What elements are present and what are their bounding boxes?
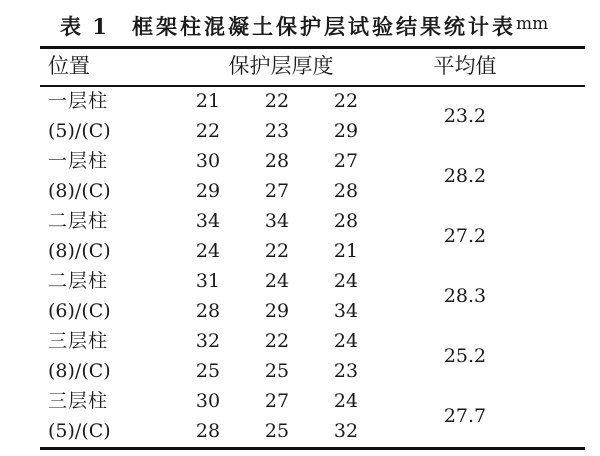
thickness-value: 29 xyxy=(264,300,290,322)
thickness-value: 27 xyxy=(264,180,290,202)
thickness-value: 24 xyxy=(333,390,359,412)
table-number: 表 1 xyxy=(60,14,109,39)
thickness-value: 23 xyxy=(333,360,359,382)
thickness-value: 32 xyxy=(333,420,359,442)
floor-label: 一层柱 xyxy=(48,90,109,112)
table-row-group xyxy=(0,388,600,448)
thickness-value: 32 xyxy=(195,330,221,352)
axis-label: (5)/(C) xyxy=(48,120,111,142)
thickness-value: 27 xyxy=(264,390,290,412)
thickness-value: 30 xyxy=(195,390,221,412)
header-position: 位置 xyxy=(48,54,90,78)
axis-label: (8)/(C) xyxy=(48,180,111,202)
thickness-value: 34 xyxy=(333,300,359,322)
table-title: 框架柱混凝土保护层试验结果统计表 xyxy=(132,14,516,39)
axis-label: (5)/(C) xyxy=(48,420,111,442)
unit-label: mm xyxy=(516,14,549,34)
thickness-value: 22 xyxy=(333,90,359,112)
floor-label: 三层柱 xyxy=(48,330,109,352)
thickness-value: 24 xyxy=(333,330,359,352)
bottom-rule xyxy=(40,447,585,450)
thickness-value: 22 xyxy=(264,90,290,112)
thickness-value: 34 xyxy=(195,210,221,232)
axis-label: (6)/(C) xyxy=(48,300,111,322)
table-row-group xyxy=(0,88,600,148)
thickness-value: 24 xyxy=(264,270,290,292)
thickness-value: 22 xyxy=(264,240,290,262)
top-rule xyxy=(40,46,585,49)
header-rule xyxy=(40,85,585,87)
average-value: 23.2 xyxy=(443,105,487,127)
average-value: 28.3 xyxy=(443,285,487,307)
thickness-value: 27 xyxy=(333,150,359,172)
floor-label: 二层柱 xyxy=(48,210,109,232)
thickness-value: 31 xyxy=(195,270,221,292)
thickness-value: 25 xyxy=(264,420,290,442)
thickness-value: 24 xyxy=(195,240,221,262)
thickness-value: 24 xyxy=(333,270,359,292)
average-value: 27.7 xyxy=(443,405,487,427)
average-value: 27.2 xyxy=(443,225,487,247)
thickness-value: 25 xyxy=(195,360,221,382)
thickness-value: 23 xyxy=(264,120,290,142)
floor-label: 二层柱 xyxy=(48,270,109,292)
thickness-value: 29 xyxy=(195,180,221,202)
axis-label: (8)/(C) xyxy=(48,360,111,382)
floor-label: 三层柱 xyxy=(48,390,109,412)
thickness-value: 29 xyxy=(333,120,359,142)
table-row-group xyxy=(0,328,600,388)
average-value: 25.2 xyxy=(443,345,487,367)
header-average: 平均值 xyxy=(433,54,497,78)
thickness-value: 34 xyxy=(264,210,290,232)
table-row-group xyxy=(0,148,600,208)
thickness-value: 28 xyxy=(195,420,221,442)
thickness-value: 30 xyxy=(195,150,221,172)
thickness-value: 28 xyxy=(333,180,359,202)
header-thickness: 保护层厚度 xyxy=(228,54,334,78)
axis-label: (8)/(C) xyxy=(48,240,111,262)
thickness-value: 25 xyxy=(264,360,290,382)
average-value: 28.2 xyxy=(443,165,487,187)
thickness-value: 22 xyxy=(195,120,221,142)
thickness-value: 28 xyxy=(264,150,290,172)
thickness-value: 21 xyxy=(195,90,221,112)
floor-label: 一层柱 xyxy=(48,150,109,172)
thickness-value: 21 xyxy=(333,240,359,262)
table-caption xyxy=(0,0,600,44)
table-row-group xyxy=(0,208,600,268)
thickness-value: 22 xyxy=(264,330,290,352)
table-row-group xyxy=(0,268,600,328)
thickness-value: 28 xyxy=(195,300,221,322)
thickness-value: 28 xyxy=(333,210,359,232)
